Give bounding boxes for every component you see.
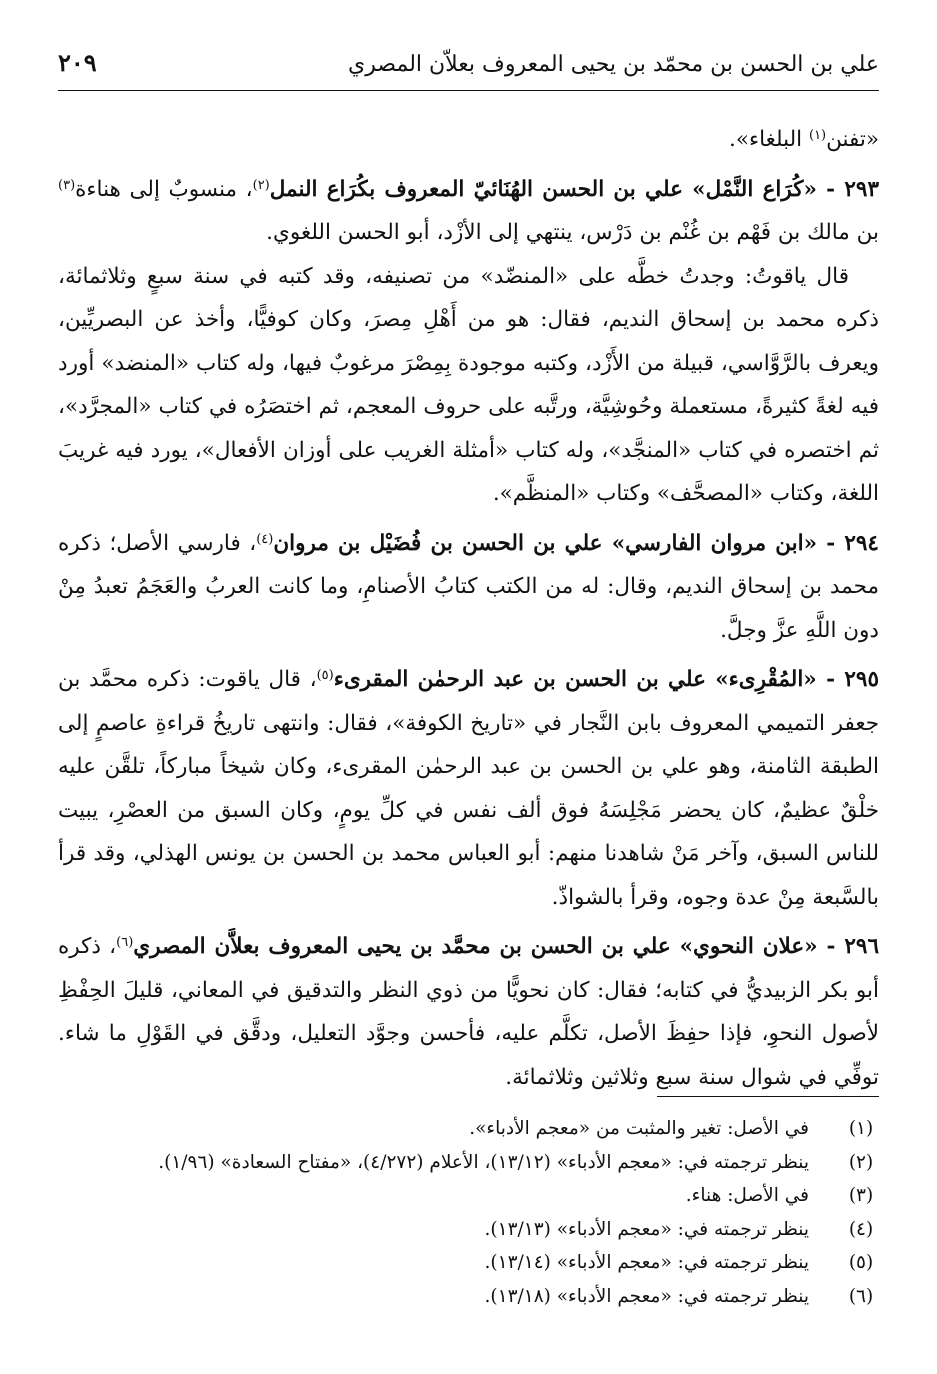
footnote-item bbox=[58, 1213, 879, 1247]
continuation-text: «تفنن bbox=[826, 127, 879, 152]
entry-heading: «ابن مروان الفارسي» علي بن الحسن بن فُضَيْل بن مروان bbox=[273, 530, 818, 556]
footnote-text: ينظر ترجمته في: «معجم الأدباء» (١٣/١٨). bbox=[484, 1285, 809, 1307]
page-header bbox=[58, 38, 879, 91]
footnote-number: (٤) bbox=[848, 1218, 874, 1240]
page-number: ٢٠٩ bbox=[58, 48, 97, 77]
continuation-line bbox=[58, 118, 879, 162]
entry-number: ٢٩٦ bbox=[844, 934, 879, 959]
entry-number: ٢٩٣ bbox=[844, 176, 879, 202]
entry-293-paragraph: قال ياقوتُ: وجدتُ خطَّه على «المنضّد» من تصنيفه، وقد كتبه في سنة سبعٍ وثلاثمائة، ذكره محمد بن إسحاق النديم، فقال: هو من أَهْلِ مِصرَ، وكان كوفيًّا، وأخذ عن البصريِّين، ويعرف بالرَّوَّاسي، قبيلة من الأَزْد، وكتبه موجودة بِمِصْرَ مرغوبٌ فيها، وله كتاب «المنضد» أورد فيه لغةً كثيرةً، مستعملة وحُوشِيَّة، ورتَّبه على حروف المعجم، ثم اختصَرُه في كتاب «المجرَّد»، ثم اختصره في كتاب «المنجَّد»، وله كتاب «أمثلة الغريب على أوزان الأفعال»، يورد فيه غريبَ اللغة، وكتاب «المصحَّف» وكتاب «المنظَّم». bbox=[58, 263, 879, 506]
footnote-text: ينظر ترجمته في: «معجم الأدباء» (١٣/١٢)، الأعلام (٤/٢٧٢)، «مفتاح السعادة» (١/٩٦). bbox=[158, 1151, 809, 1173]
entry-number: ٢٩٤ bbox=[844, 530, 879, 556]
footnote-ref: (٥) bbox=[316, 668, 334, 683]
entry-294: ٢٩٤ - «ابن مروان الفارسي» علي بن الحسن بن فُضَيْل بن مروان$^{(٤)}$، فارسي الأصل؛ ذكره محمد بن إسحاق النديم، وقال: له من الكتب كتابُ الأصنامِ، وما كانت العربُ والعَجَمُ تعبدُ مِنْ دون اللَّهِ عزَّ وجلَّ. bbox=[58, 530, 879, 643]
footnote-ref: (١) bbox=[808, 128, 827, 143]
footnote-item bbox=[58, 1112, 879, 1146]
entry-293: ٢٩٣ - «كُرَاع النَّمْل» علي بن الحسن الهُنَائيّ المعروف بكُرَاع النمل$^{(٢)}$، منسوبٌ إلى هناءة$^{(٣)}$ بن مالك بن فَهْم بن غُنْم بن دَرْس، ينتهي إلى الأزْد، أبو الحسن اللغوي. bbox=[58, 176, 879, 245]
footnote-divider bbox=[657, 1096, 879, 1097]
footnote-number: (٥) bbox=[848, 1252, 874, 1273]
footnote-text: في الأصل: هناء. bbox=[685, 1185, 809, 1206]
footnote-text: في الأصل: تغير والمثبت من «معجم الأدباء». bbox=[469, 1118, 809, 1139]
entry-295: ٢٩٥ - «المُقْرِىء» علي بن الحسن بن عبد الرحمٰن المقرىء$^{(٥)}$، قال ياقوت: ذكره محمَّد بن جعفر التميمي المعروف بابن النَّجار في «تاريخ الكوفة»، فقال: وانتهى تاريخُ قراءةِ عاصمٍ إلى الطبقة الثامنة، وهو علي بن الحسن بن عبد الرحمٰن المقرىء، وكان شيخاً مباركاً، تلقَّن عليه خلْقٌ عظيمٌ، كان يحضر مَجْلِسَهُ فوق ألف نفس في كلِّ يومٍ، وكان السبق من العصْرِ، يبيت للناس السبق، وآخر مَنْ شاهدنا منهم: أبو العباس محمد بن الحسن بن يونس الهذلي، وقد قرأ بالسَّبعة مِنْ عدة وجوه، وقرأ بالشواذّ. bbox=[58, 667, 879, 910]
footnote-number: (١) bbox=[848, 1118, 874, 1139]
footnote-item bbox=[58, 1246, 879, 1280]
entry-text: بن مالك بن فَهْم بن غُنْم بن دَرْس، ينتهي إلى الأزْد، أبو الحسن اللغوي. bbox=[266, 220, 879, 245]
footnote-number: (٢) bbox=[848, 1151, 874, 1173]
footnote-item bbox=[58, 1280, 879, 1314]
main-text bbox=[58, 118, 879, 1099]
footnote-item bbox=[58, 1146, 879, 1180]
footnote-text: ينظر ترجمته في: «معجم الأدباء» (١٣/١٣). bbox=[484, 1218, 809, 1240]
footnote-number: (٦) bbox=[848, 1285, 874, 1307]
continuation-text-end: البلغاء». bbox=[728, 127, 809, 152]
entry-text: ، منسوبٌ إلى هناءة bbox=[75, 176, 253, 202]
entry-text: ، ذكره أبو بكر الزبيديُّ في كتابه؛ فقال: كان نحويًّا من ذوي النظر والتدقيق في المعاني، قليلَ الحِفْظِ لأصول النحوِ، فإذا حفِظَ الأصل، تكلَّم عليه، فأحسن وجوَّد التعليل، ودقَّق في القَوْلِ ما شاء. توفِّي في شوال سنة سبع وثلاثين وثلاثمائة. bbox=[58, 934, 879, 1090]
footnote-item bbox=[58, 1179, 879, 1213]
footnote-ref: (٤) bbox=[256, 531, 274, 547]
running-title: علي بن الحسن بن محمّد بن يحيى المعروف بعلاّن المصري bbox=[348, 52, 879, 77]
footnote-number: (٣) bbox=[848, 1185, 874, 1206]
entry-296: ٢٩٦ - «علان النحوي» علي بن الحسن بن محمَّد بن يحيى المعروف بعلاَّن المصري$^{(٦)}$، ذكره أبو بكر الزبيديُّ في كتابه؛ فقال: كان نحويًّا من ذوي النظر والتدقيق في المعاني، قليلَ الحِفْظِ لأصول النحوِ، فإذا حفِظَ الأصل، تكلَّم عليه، فأحسن وجوَّد التعليل، ودقَّق في القَوْلِ ما شاء. توفِّي في شوال سنة سبع وثلاثين وثلاثمائة. bbox=[58, 934, 879, 1090]
footnote-ref: (٢) bbox=[252, 177, 270, 193]
entry-heading: «علان النحوي» علي بن الحسن بن محمَّد بن يحيى المعروف بعلاَّن المصري bbox=[133, 934, 818, 959]
entry-text: ، فارسي الأصل؛ ذكره محمد بن إسحاق النديم، وقال: له من الكتب كتابُ الأصنامِ، وما كانت العربُ والعَجَمُ تعبدُ مِنْ دون اللَّهِ عزَّ وجلَّ. bbox=[58, 530, 879, 643]
footnote-ref: (٣) bbox=[58, 177, 76, 193]
entry-heading: «المُقْرِىء» علي بن الحسن بن عبد الرحمٰن المقرىء bbox=[333, 667, 817, 692]
entry-number: ٢٩٥ bbox=[844, 667, 879, 692]
footnote-ref: (٦) bbox=[116, 935, 134, 950]
footnote-text: ينظر ترجمته في: «معجم الأدباء» (١٣/١٤). bbox=[484, 1252, 809, 1273]
footnotes bbox=[58, 1112, 879, 1313]
entry-heading: «كُرَاع النَّمْل» علي بن الحسن الهُنَائيّ المعروف بكُرَاع النمل bbox=[269, 176, 817, 202]
entry-text: ، قال ياقوت: ذكره محمَّد بن جعفر التميمي المعروف بابن النَّجار في «تاريخ الكوفة»، فقال: وانتهى تاريخُ قراءةِ عاصمٍ إلى الطبقة الثامنة، وهو علي بن الحسن بن عبد الرحمٰن المقرىء، وكان شيخاً مباركاً، تلقَّن عليه خلْقٌ عظيمٌ، كان يحضر مَجْلِسَهُ فوق ألف نفس في كلِّ يومٍ، وكان السبق من العصْرِ، يبيت للناس السبق، وآخر مَنْ شاهدنا منهم: أبو العباس محمد بن الحسن بن يونس الهذلي، وقد قرأ بالسَّبعة مِنْ عدة وجوه، وقرأ بالشواذّ. bbox=[58, 667, 879, 910]
